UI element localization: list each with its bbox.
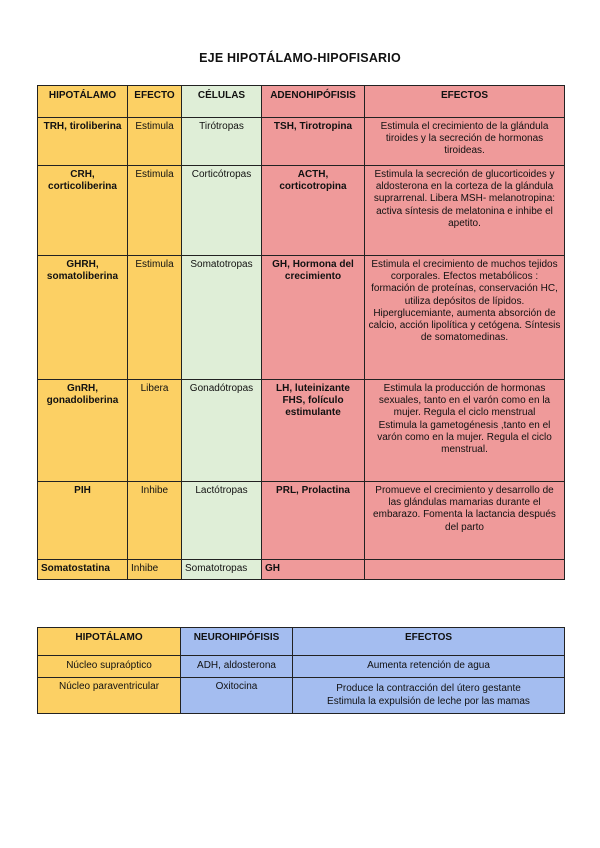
cell-celulas: Corticótropas — [182, 166, 262, 256]
cell-efectos — [365, 380, 565, 482]
table-row — [38, 560, 565, 580]
header-adenohipofisis: ADENOHIPÓFISIS — [262, 86, 365, 118]
cell-neurohipofisis: ADH, aldosterona — [181, 656, 293, 678]
efectos-line-2: Estimula la gametogénesis ,tanto en el varón como en la mujer. Regula el ciclo menstrual. — [377, 419, 552, 456]
table-row — [38, 678, 565, 714]
table-header-row — [38, 86, 565, 118]
cell-celulas: Gonadótropas — [182, 380, 262, 482]
cell-hipotalamo: TRH, tiroliberina — [38, 118, 128, 166]
cell-hipotalamo: PIH — [38, 482, 128, 560]
cell-hipotalamo: Núcleo supraóptico — [38, 656, 181, 678]
cell-celulas: Tirótropas — [182, 118, 262, 166]
cell-efecto: Estimula — [128, 118, 182, 166]
header-hipotalamo: HIPOTÁLAMO — [38, 628, 181, 656]
cell-adenohipofisis: GH, Hormona del crecimiento — [262, 256, 365, 380]
cell-efectos: Estimula el crecimiento de la glándula tiroides y la secreción de hormonas tiroideas. — [365, 118, 565, 166]
cell-efectos: Estimula el crecimiento de muchos tejidos corporales. Efectos metabólicos : formación de proteínas, conservación HC, utiliza depósitos de lípidos. Hiperglucemiante, aumenta absorción de calcio, acción lipolítica y cetógena. Síntesis de somatomedinas. — [365, 256, 565, 380]
cell-efectos: Estimula la secreción de glucorticoides y aldosterona en la corteza de la glándula suprarrenal. Libera MSH- melanotropina: activa síntesis de melatonina e inhibe el apetito. — [365, 166, 565, 256]
cell-hipotalamo: CRH, corticoliberina — [38, 166, 128, 256]
cell-adenohipofisis: ACTH, corticotropina — [262, 166, 365, 256]
header-celulas: CÉLULAS — [182, 86, 262, 118]
header-efecto: EFECTO — [128, 86, 182, 118]
cell-efecto: Libera — [128, 380, 182, 482]
cell-efectos: Aumenta retención de agua — [293, 656, 565, 678]
table-header-row — [38, 628, 565, 656]
header-hipotalamo: HIPOTÁLAMO — [38, 86, 128, 118]
table-row — [38, 118, 565, 166]
cell-adenohipofisis: PRL, Prolactina — [262, 482, 365, 560]
cell-efecto: Inhibe — [128, 560, 182, 580]
cell-efectos — [365, 560, 565, 580]
table-row — [38, 482, 565, 560]
cell-efectos — [293, 678, 565, 714]
cell-adenohipofisis: LH, luteinizante FHS, folículo estimulante — [262, 380, 365, 482]
table-row — [38, 380, 565, 482]
adenohipofisis-table — [37, 85, 565, 580]
header-neurohipofisis: NEUROHIPÓFISIS — [181, 628, 293, 656]
cell-efecto: Estimula — [128, 256, 182, 380]
table-row — [38, 166, 565, 256]
cell-celulas: Somatotropas — [182, 560, 262, 580]
cell-efecto: Inhibe — [128, 482, 182, 560]
neurohipofisis-table — [37, 627, 565, 714]
cell-neurohipofisis: Oxitocina — [181, 678, 293, 714]
cell-hipotalamo: GnRH, gonadoliberina — [38, 380, 128, 482]
cell-adenohipofisis: TSH, Tirotropina — [262, 118, 365, 166]
table-row — [38, 656, 565, 678]
table-row — [38, 256, 565, 380]
cell-celulas: Somatotropas — [182, 256, 262, 380]
cell-hipotalamo: Somatostatina — [38, 560, 128, 580]
header-efectos: EFECTOS — [365, 86, 565, 118]
efectos-line-1: Estimula la producción de hormonas sexuales, tanto en el varón como en la mujer. Regula el ciclo menstrual — [378, 383, 551, 419]
cell-hipotalamo: Núcleo paraventricular — [38, 678, 181, 714]
header-efectos: EFECTOS — [293, 628, 565, 656]
cell-efectos: Promueve el crecimiento y desarrollo de las glándulas mamarias durante el embarazo. Fomenta la lactancia después del parto — [365, 482, 565, 560]
cell-efecto: Estimula — [128, 166, 182, 256]
page-title: EJE HIPOTÁLAMO-HIPOFISARIO — [199, 51, 401, 65]
efectos-line-1: Produce la contracción del útero gestante — [336, 683, 521, 695]
cell-hipotalamo: GHRH, somatoliberina — [38, 256, 128, 380]
efectos-line-2: Estimula la expulsión de leche por las mamas — [327, 695, 530, 707]
cell-adenohipofisis: GH — [262, 560, 365, 580]
cell-celulas: Lactótropas — [182, 482, 262, 560]
